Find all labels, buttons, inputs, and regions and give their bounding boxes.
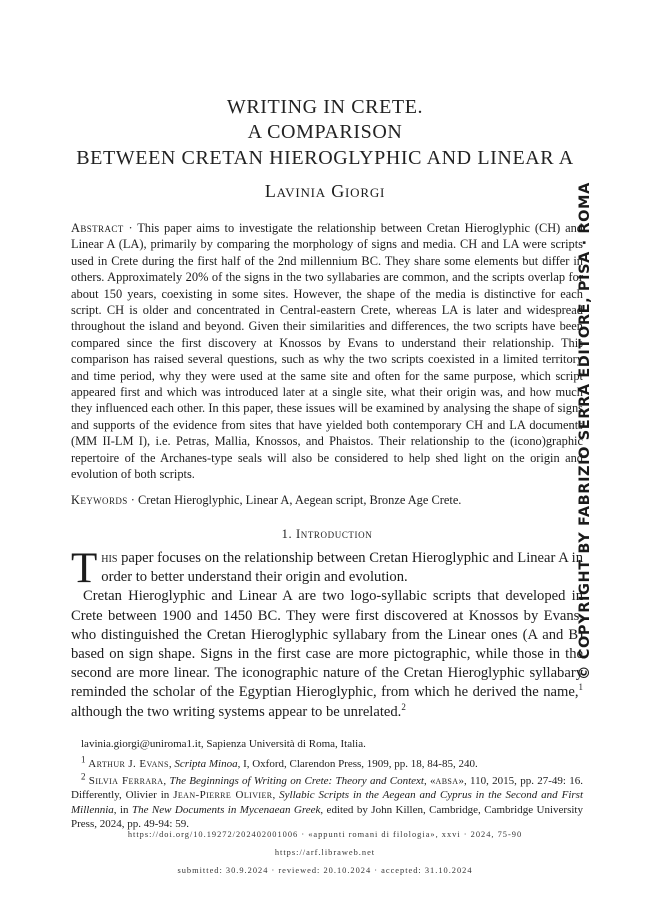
keywords-text: Cretan Hieroglyphic, Linear A, Aegean script, Bronze Age Crete. (137, 493, 462, 507)
footnote-2-mid2: », 110, 2015, pp. 27-49: 16. Differently, Olivier in (71, 774, 584, 802)
abstract (71, 220, 583, 483)
footnote-1-work: Scripta Minoa (174, 758, 238, 771)
footnote-2-mid3: , in (113, 803, 132, 816)
footnote-2-author: Silvia Ferrara (88, 774, 164, 787)
footnote-2-sep: , (163, 774, 170, 787)
footnote-1-rest: , I, Oxford, Clarendon Press, 1909, pp. 18, 84-85, 240. (237, 758, 478, 771)
intro-lead: his (101, 550, 118, 566)
title-line-3: BETWEEN CRETAN HIEROGLYPHIC AND LINEAR A (76, 147, 574, 169)
footnote-1-number: 1 (81, 754, 86, 765)
keywords-separator: · (127, 493, 138, 507)
drop-cap: T (71, 545, 98, 592)
intro-para2-text-a: Cretan Hieroglyphic and Linear A are two logo-syllabic scripts that developed in Crete between 1900 and 1450 BC. They were first discovered at Knossos by Evans, who distinguished the Cretan Hieroglyphic syllabary from the Linear ones (A and B) based on sign shape. Signs in the first case are more pictographic, while those in the second are more linear. The iconographic nature of the Cretan Hieroglyphic syllabary reminded the scholar of the Egyptian Hieroglyphic, from which he derived the name, (71, 588, 583, 701)
author-name: Lavinia Giorgi (264, 181, 386, 201)
footnote-2-mid1: , « (423, 774, 436, 787)
intro-paragraph-1 (71, 545, 583, 592)
side-copyright: © COPYRIGHT BY FABRIZIO SERRA EDITORE, PISA · ROMA (577, 182, 593, 680)
footnote-2-number: 2 (81, 771, 86, 782)
footnote-2-work2: Syllabic Scripts in the Aegean and Cyprus in the Second and First Millennia (71, 789, 583, 816)
title-line-1: WRITING IN CRETE. (226, 96, 424, 118)
abstract-label: Abstract (71, 221, 124, 235)
footnote-2-author2: Jean-Pierre Olivier (173, 789, 273, 802)
introduction-body (71, 545, 583, 722)
footer-url[interactable]: https://arf.libraweb.net (274, 848, 376, 857)
keywords (71, 492, 583, 508)
footer-dates: submitted: 30.9.2024 · reviewed: 20.10.2024 · accepted: 31.10.2024 (177, 866, 473, 875)
footnote-2 (71, 771, 584, 832)
section-heading: 1. Introduction (281, 527, 373, 541)
footnote-2-sep2: , (272, 789, 280, 802)
footnote-2-rest: , edited by John Killen, Cambridge, Cambridge University Press, 2024, pp. 49-94: 59. (71, 803, 583, 831)
footnote-1-author: Arthur J. Evans (88, 758, 169, 771)
author-affiliation: lavinia.giorgi@uniroma1.it, Sapienza Università di Roma, Italia. (81, 738, 366, 750)
footnote-1 (71, 754, 583, 771)
footer-doi-line[interactable]: https://doi.org/10.19272/202402001006 · «appunti romani di filologia», xxvi · 2024, 75-90 (127, 830, 523, 839)
footnote-2-work: The Beginnings of Writing on Crete: Theory and Context (169, 774, 424, 787)
footnote-2-journal: absa (435, 774, 459, 787)
footnote-1-sep: , (168, 758, 175, 771)
footnote-ref-2[interactable]: 2 (401, 701, 406, 712)
keywords-label: Keywords (71, 493, 128, 507)
title-line-2: A COMPARISON (247, 121, 403, 143)
footnotes (71, 737, 583, 833)
intro-para2-text-b: although the two writing systems appear to be unrelated. (71, 703, 402, 720)
abstract-separator: · (123, 221, 138, 235)
intro-para1-text: paper focuses on the relationship between Cretan Hieroglyphic and Linear A in order to better understand their origin and evolution. (101, 550, 583, 586)
footnote-ref-1[interactable]: 1 (578, 682, 583, 693)
intro-paragraph-2 (71, 587, 583, 721)
abstract-text: This paper aims to investigate the relationship between Cretan Hieroglyphic (CH) and Linear A (LA), primarily by comparing the morphology of signs and media. CH and LA were scripts used in Crete during the first half of the 2nd millennium BC. They share some elements but differ in others. Approximately 20% of the signs in the two syllabaries are common, and the scripts overlap for about 150 years, coexisting in some sites. However, the shape of the media is distinctive for each script. CH is older and concentrated in Central-eastern Crete, whereas LA is later and widespread throughout the island and beyond. Given their similarities and differences, the two scripts have been compared since the first discovery at Knossos by Evans to understand their relationship. This comparison has raised several questions, such as why the two scripts coexisted in a limited territory and time period, why they were used at the same site and often for the same purpose, which script appeared first and which was introduced later at a single site, what their origin was, and how much they influenced each other. In this paper, these issues will be examined by analysing the shape of signs and supports of the evidence from sites that have yielded both contemporary CH and LA documents (MM II-LM I), i.e. Petras, Mallia, Knossos, and Phaistos. Their relationship to the (icono)graphic repertoire of the Archanes-type seals will also be considered to help shed light on the origin and evolution of both scripts. (71, 221, 583, 482)
footnote-2-work3: The New Documents in Mycenaean Greek (131, 803, 321, 816)
